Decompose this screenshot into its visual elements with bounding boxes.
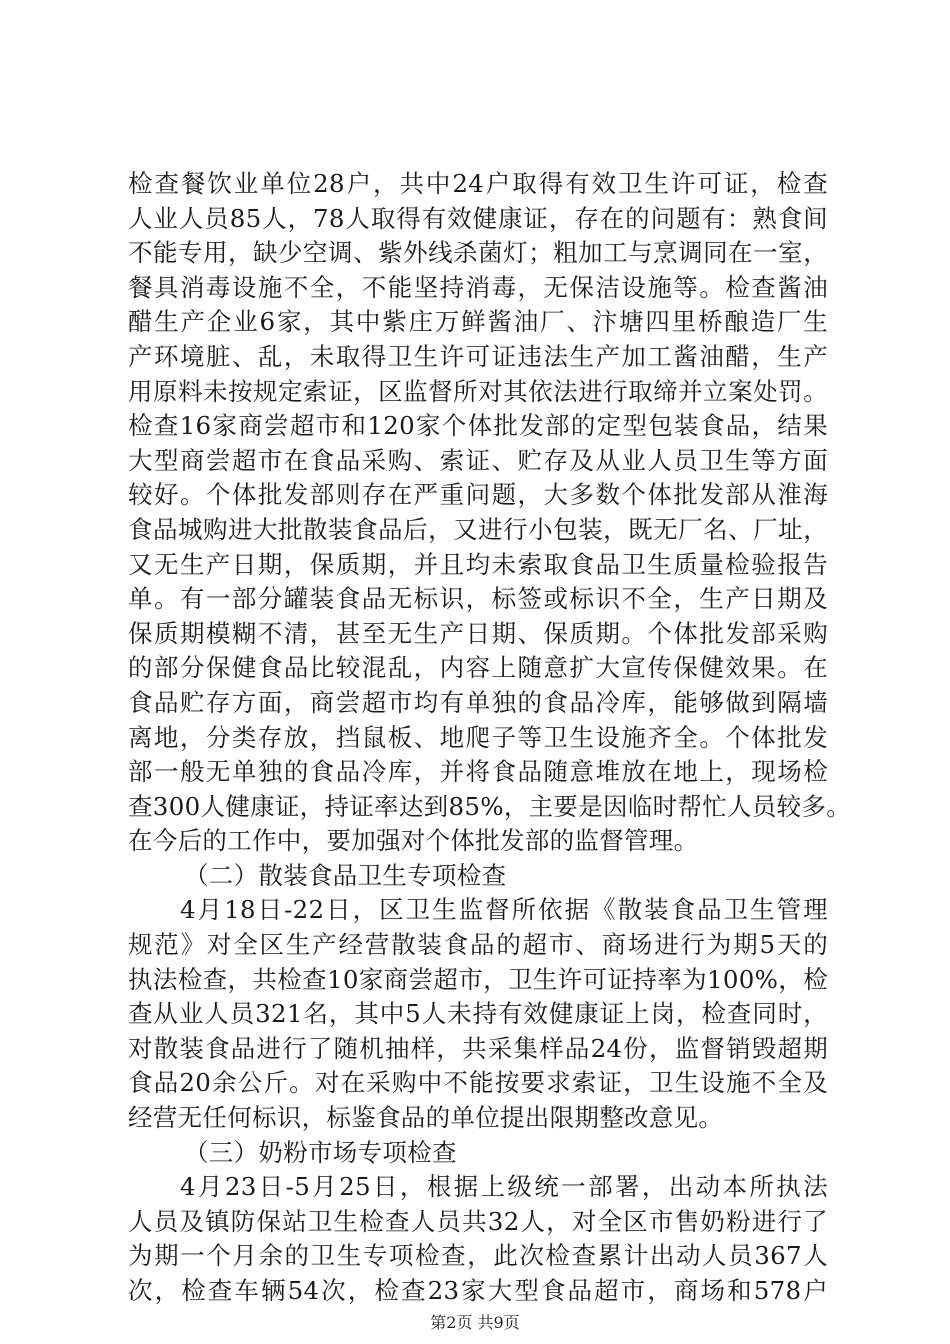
body-text-line: 食品贮存方面，商尝超市均有单独的食品冷库，能够做到隔墙 (128, 687, 828, 717)
body-text-line: 4月23日-5月25日，根据上级统一部署，出动本所执法 (180, 1172, 828, 1202)
body-text-line: 产环境脏、乱，未取得卫生许可证违法生产加工酱油醋，生产 (128, 341, 828, 371)
body-text-line: 又无生产日期，保质期，并且均未索取食品卫生质量检验报告 (128, 549, 828, 579)
body-text-line: 餐具消毒设施不全，不能坚持消毒，无保洁设施等。检查酱油 (128, 272, 828, 302)
body-text-line: 检查16家商尝超市和120家个体批发部的定型包装食品，结果 (128, 411, 828, 441)
body-text-line: 查300人健康证，持证率达到85%，主要是因临时帮忙人员较多。 (128, 791, 852, 821)
body-text-line: 不能专用，缺少空调、紫外线杀菌灯；粗加工与烹调同在一室， (128, 238, 828, 268)
body-text-line: 执法检查，共检查10家商尝超市，卫生许可证持率为100%，检 (128, 964, 828, 994)
body-text-line: 的部分保健食品比较混乱，内容上随意扩大宣传保健效果。在 (128, 653, 828, 683)
body-text-line: 查从业人员321名，其中5人未持有效健康证上岗，检查同时， (128, 999, 828, 1029)
section-heading: （二）散装食品卫生专项检查 (184, 860, 507, 890)
body-text-line: 人业人员85人，78人取得有效健康证，存在的问题有：熟食间 (128, 203, 828, 233)
body-text-line: 人员及镇防保站卫生检查人员共32人，对全区市售奶粉进行了 (128, 1206, 828, 1236)
section-heading: （三）奶粉市场专项检查 (184, 1137, 457, 1167)
body-text-line: 食品城购进大批散装食品后，又进行小包装，既无厂名、厂址， (128, 514, 828, 544)
page-number-footer: 第2页 共9页 (430, 1313, 520, 1332)
body-text-line: 经营无任何标识，标鉴食品的单位提出限期整改意见。 (128, 1103, 724, 1133)
body-text-line: 离地，分类存放，挡鼠板、地爬子等卫生设施齐全。个体批发 (128, 722, 828, 752)
body-text-line: 规范》对全区生产经营散装食品的超市、商场进行为期5天的 (128, 930, 828, 960)
body-text-line: 检查餐饮业单位28户，共中24户取得有效卫生许可证，检查 (128, 169, 828, 198)
body-text-line: 单。有一部分罐装食品无标识，标签或标识不全，生产日期及 (128, 584, 828, 614)
body-text-line: 保质期模糊不清，甚至无生产日期、保质期。个体批发部采购 (128, 618, 828, 648)
body-text-line: 4月18日-22日，区卫生监督所依据《散装食品卫生管理 (180, 895, 828, 925)
body-text-line: 用原料未按规定索证，区监督所对其依法进行取缔并立案处罚。 (128, 376, 828, 406)
body-text-line: 醋生产企业6家，其中紫庄万鲜酱油厂、汴塘四里桥酿造厂生 (128, 307, 828, 337)
body-text-line: 对散装食品进行了随机抽样，共采集样品24份，监督销毁超期 (128, 1033, 828, 1063)
body-text-line: 食品20余公斤。对在采购中不能按要求索证，卫生设施不全及 (128, 1068, 828, 1098)
body-text-line: 部一般无单独的食品冷库，并将食品随意堆放在地上，现场检 (128, 757, 828, 787)
document-body (128, 167, 852, 1309)
body-text-line: 次，检查车辆54次，检查23家大型食品超市，商场和578户 (128, 1276, 828, 1305)
body-text-line: 在今后的工作中，要加强对个体批发部的监督管理。 (128, 826, 699, 856)
body-text-line: 大型商尝超市在食品采购、索证、贮存及从业人员卫生等方面 (128, 445, 828, 475)
body-text-line: 较好。个体批发部则存在严重问题，大多数个体批发部从淮海 (128, 480, 828, 510)
body-text-line: 为期一个月余的卫生专项检查，此次检查累计出动人员367人 (128, 1241, 828, 1271)
